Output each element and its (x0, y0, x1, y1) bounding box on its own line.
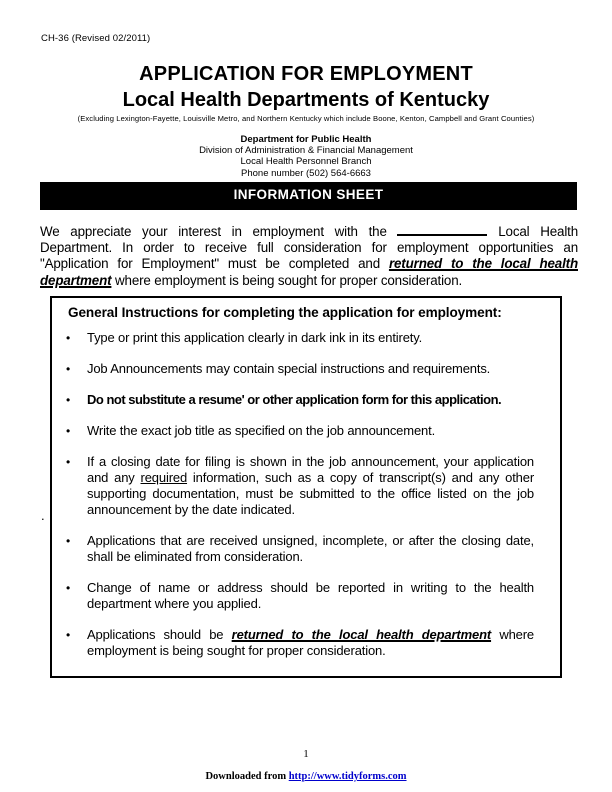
instruction-text: Type or print this application clearly in dark ink in its entirety. (87, 330, 423, 345)
instruction-item-8 (66, 627, 534, 659)
general-instructions-box (50, 296, 562, 678)
instruction-text-pre: If a closing date for filing is shown in the job announcement, your application and any (87, 454, 534, 485)
intro-paragraph (40, 223, 578, 289)
intro-text-2: Local Health Department. In order to receive full consideration for employment opportunities an "Application for Employment" must be completed and (40, 224, 579, 272)
bullet-icon: • (66, 331, 71, 345)
instruction-text (87, 454, 534, 518)
division-name: Division of Administration & Financial Management (199, 145, 413, 157)
instruction-text: Change of name or address should be reported in writing to the health department where you applied. (87, 580, 534, 611)
bullet-icon: • (66, 424, 71, 438)
information-sheet-banner (40, 182, 577, 210)
instruction-item-1 (66, 330, 534, 346)
instruction-item-4 (66, 423, 534, 439)
instruction-text: Do not substitute a resume' or other application form for this application. (87, 392, 502, 407)
instruction-text-pre: Applications should be (87, 627, 224, 642)
intro-text-3: where employment is being sought for proper consideration. (115, 272, 463, 288)
download-note: Downloaded from (205, 771, 287, 782)
department-name: Department for Public Health (240, 134, 372, 145)
branch-name: Local Health Personnel Branch (240, 156, 372, 168)
phone-number: Phone number (502) 564-6663 (241, 167, 371, 179)
blank-line (397, 223, 487, 236)
tidyforms-link[interactable]: http://www.tidyforms.com (288, 771, 407, 782)
bullet-icon: • (66, 581, 71, 595)
instruction-text (87, 627, 534, 659)
document-title: APPLICATION FOR EMPLOYMENT (139, 63, 473, 85)
instruction-text-underlined: required (140, 470, 188, 485)
instruction-text-post: where employment is being sought for proper consideration. (87, 627, 534, 658)
footer (0, 771, 612, 782)
instruction-item-7 (66, 580, 534, 612)
instruction-text: Write the exact job title as specified on the job announcement. (87, 423, 436, 438)
intro-text-1: We appreciate your interest in employment with the (40, 224, 387, 239)
instruction-item-2 (66, 361, 534, 377)
bullet-icon: • (66, 362, 71, 376)
banner-title: INFORMATION SHEET (233, 187, 384, 202)
instruction-text-emphasis: returned to the local health department (231, 627, 492, 642)
instruction-text: Job Announcements may contain special instructions and requirements. (87, 361, 491, 376)
bullet-icon: • (66, 628, 71, 642)
bullet-icon: • (66, 393, 71, 407)
form-code: CH-36 (Revised 02/2011) (41, 33, 151, 44)
exclusion-note: (Excluding Lexington-Fayette, Louisville Metro, and Northern Kentucky which include Boone, Kenton, Campbell and Grant Counties) (77, 114, 535, 123)
bullet-icon: • (66, 455, 71, 469)
instruction-item-6 (66, 533, 534, 565)
department-block (0, 134, 612, 179)
bullet-icon: • (66, 534, 71, 548)
instruction-item-3 (66, 392, 534, 408)
page-number: 1 (303, 748, 309, 760)
instruction-text: Applications that are received unsigned, incomplete, or after the closing date, shall be eliminated from consideration. (87, 533, 534, 564)
instruction-item-5 (66, 454, 534, 518)
stray-mark: . (41, 508, 45, 523)
instructions-heading: General Instructions for completing the application for employment: (68, 305, 502, 320)
instruction-text-post: information, such as a copy of transcript(s) and any other supporting documentation, must be submitted to the office listed on the job announcement by the date indicated. (87, 470, 535, 517)
intro-emphasis: returned to the local health department (40, 256, 578, 288)
document-subtitle: Local Health Departments of Kentucky (122, 89, 490, 111)
